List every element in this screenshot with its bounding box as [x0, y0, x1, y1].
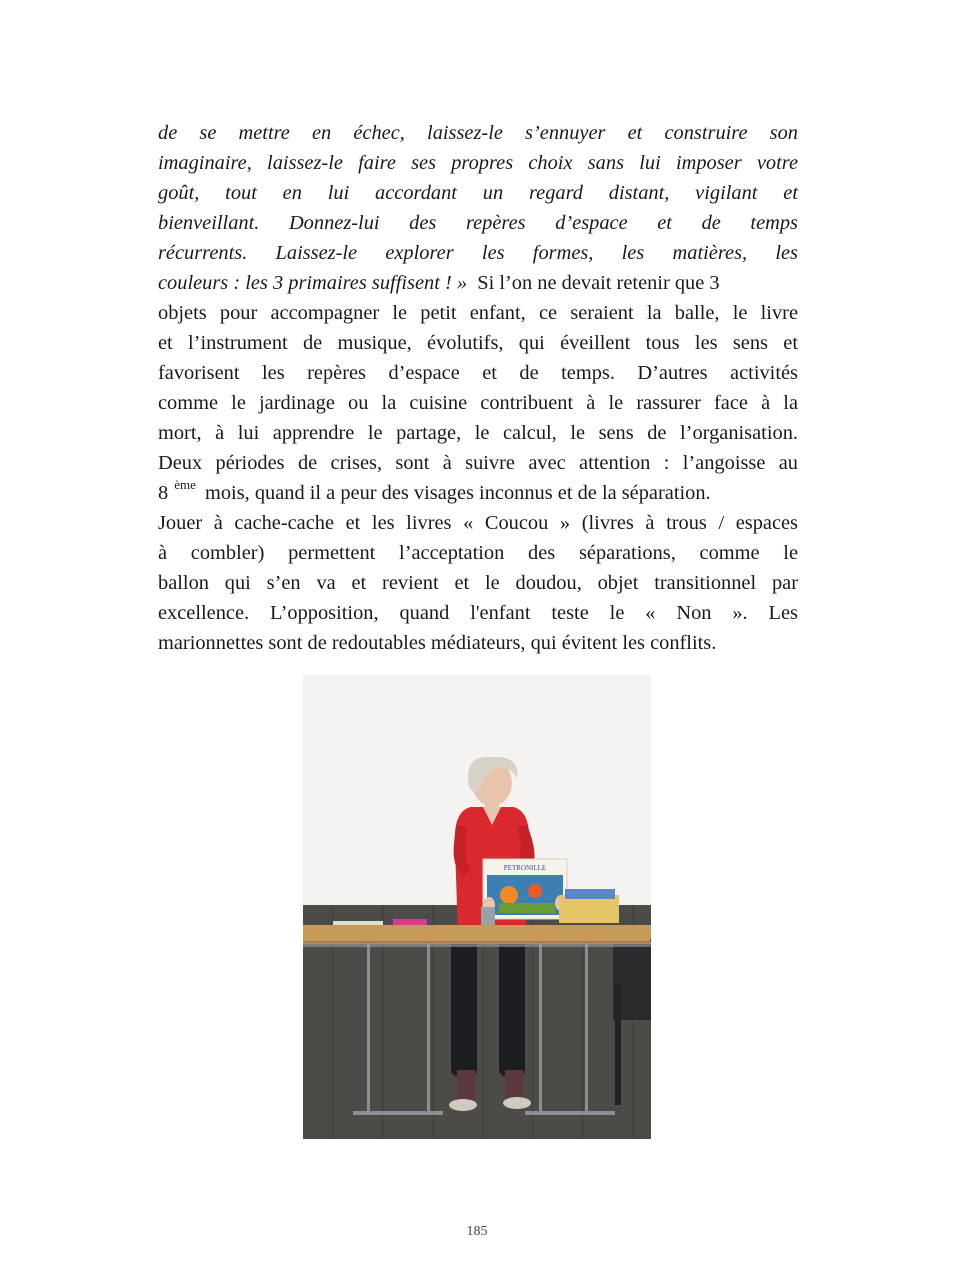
text-run: mois, quand il a peur des visages inconnus et de la séparation. — [204, 482, 711, 504]
text-line: goût, tout en lui accordant un regard distant, vigilant et — [158, 182, 798, 204]
text-run: Si l’on ne devait retenir que 3 — [477, 272, 720, 294]
text-line: ballon qui s’en va et revient et le doudou, objet transitionnel par — [158, 572, 798, 594]
photo-illustration — [303, 675, 651, 1139]
text-line: favorisent les repères d’espace et de temps. D’autres activités — [158, 362, 798, 384]
game-box — [559, 895, 619, 923]
text-line: excellence. L’opposition, quand l'enfant teste le « Non ». Les — [158, 602, 798, 624]
text-line-mixed — [158, 268, 798, 298]
text-line: marionnettes sont de redoutables médiateurs, qui évitent les conflits. — [158, 632, 717, 654]
text-line: de se mettre en échec, laissez-le s’ennuyer et construire son — [158, 122, 798, 144]
text-line: objets pour accompagner le petit enfant, ce seraient la balle, le livre — [158, 302, 798, 324]
book-title: PETRONILLE — [503, 864, 547, 872]
quote-end: couleurs : les 3 primaires suffisent ! » — [158, 272, 468, 294]
table — [303, 925, 651, 943]
text-line: récurrents. Laissez-le explorer les formes, les matières, les — [158, 242, 798, 264]
page-number: 185 — [466, 1224, 488, 1239]
ordinal-number: 8 — [158, 482, 169, 504]
cup — [481, 907, 495, 925]
body-text — [158, 118, 798, 658]
text-line: Jouer à cache-cache et les livres « Coucou » (livres à trous / espaces — [158, 512, 798, 534]
shoe-left — [449, 1099, 477, 1111]
text-line: Deux périodes de crises, sont à suivre avec attention : l’angoisse au — [158, 452, 798, 474]
leg-left — [451, 937, 477, 1077]
ordinal-superscript: ème — [174, 477, 196, 492]
photo-woman-presenting-book — [303, 675, 651, 1139]
text-line: à combler) permettent l’acceptation des séparations, comme le — [158, 542, 798, 564]
text-line: comme le jardinage ou la cuisine contribuent à le rassurer face à la — [158, 392, 798, 414]
text-line-ordinal — [158, 478, 798, 508]
text-line: et l’instrument de musique, évolutifs, qui éveillent tous les sens et — [158, 332, 798, 354]
text-line: mort, à lui apprendre le partage, le calcul, le sens de l’organisation. — [158, 422, 798, 444]
leg-right — [499, 937, 525, 1077]
shoe-right — [503, 1097, 531, 1109]
text-line: bienveillant. Donnez-lui des repères d’espace et de temps — [158, 212, 798, 234]
text-line: imaginaire, laissez-le faire ses propres choix sans lui imposer votre — [158, 152, 798, 174]
